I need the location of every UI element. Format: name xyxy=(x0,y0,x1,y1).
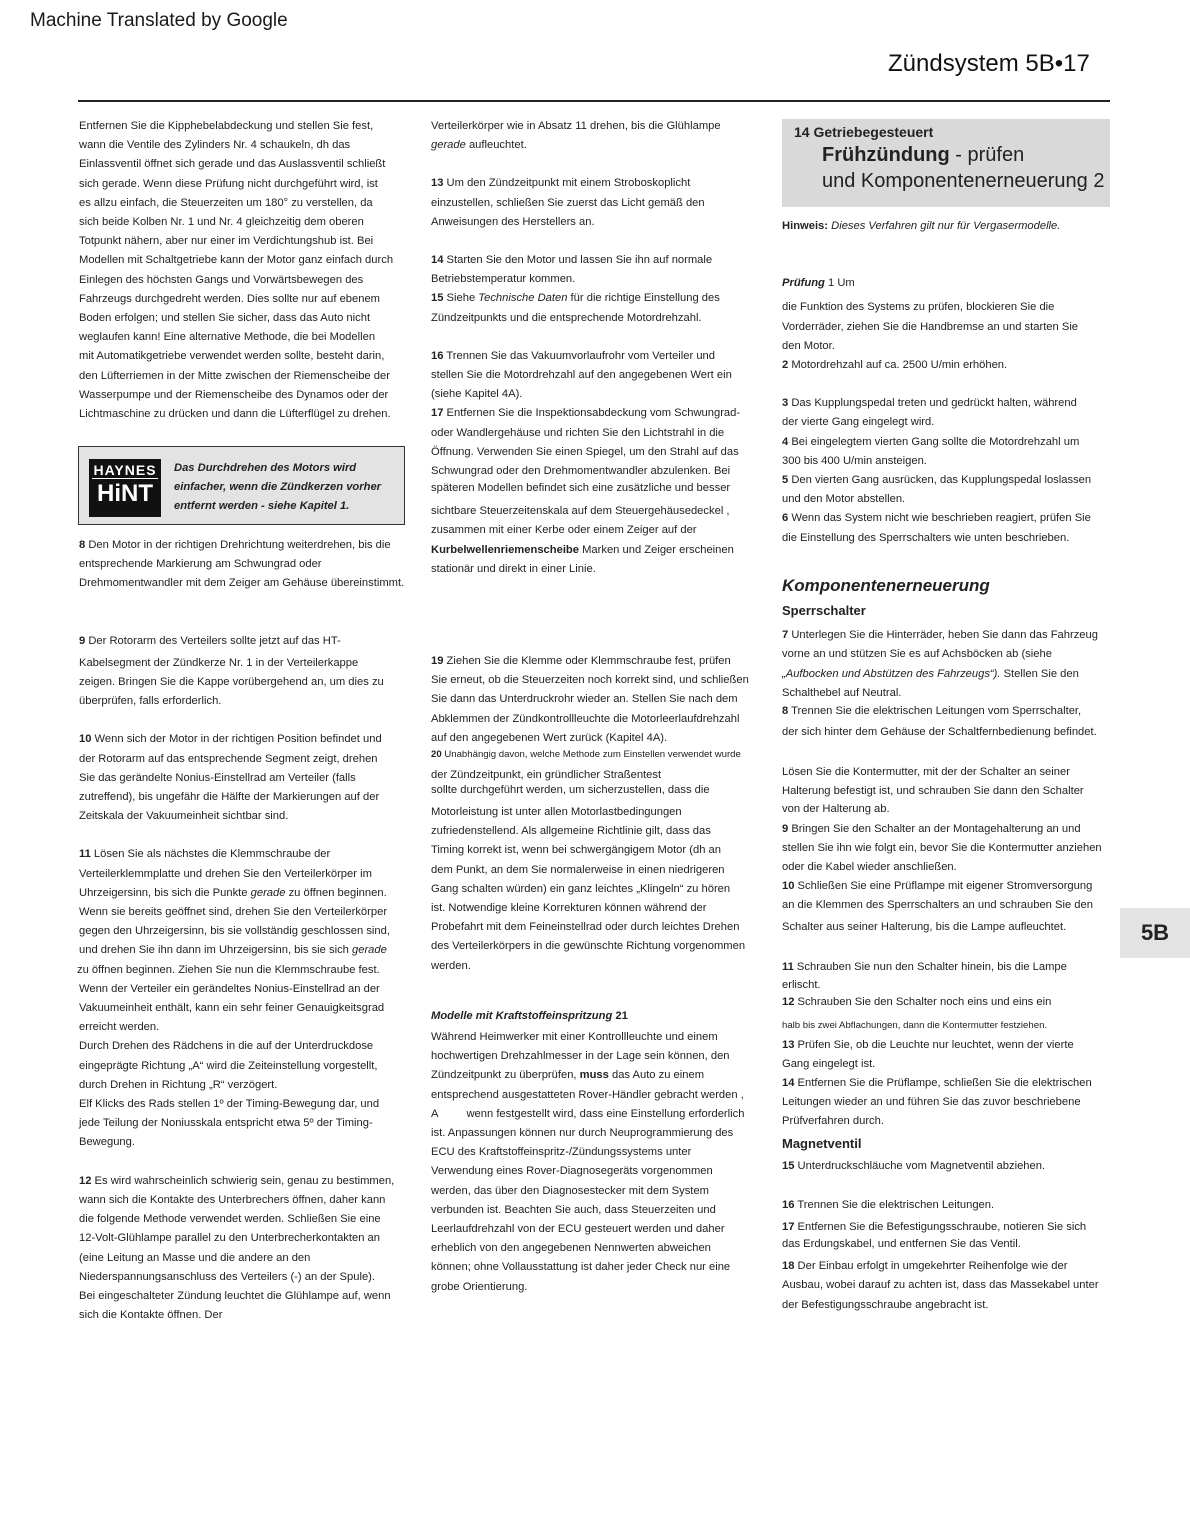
fuel-injection-heading: Modelle mit Kraftstoffeinspritzung xyxy=(431,1009,613,1022)
column-3 xyxy=(782,217,1122,1315)
hint-text: Das Durchdrehen des Motors wird einfacher, wenn die Zündkerzen vorher entfernt werden - siehe Kapitel 1. xyxy=(174,462,382,512)
section-14-title: Frühzündung - prüfen xyxy=(822,144,1025,166)
renewal-step-18: 18 Der Einbau erfolgt in umgekehrter Reihenfolge wie der Ausbau, wobei darauf zu achten ist, dass das Massekabel unter der Befestigungsschraube angebracht ist. xyxy=(782,1260,1099,1311)
step-17: 17 Entfernen Sie die Inspektionsabdeckung vom Schwungrad- oder Wandlergehäuse und richten Sie den Lichtstrahl in die Öffnung. Verwenden Sie einen Spiegel, um den Strahl auf das Schwungrad oder den Drehmomentwandler abzulenken. Bei späteren Modellen befindet sich eine zusätzliche und besser sichtbare Steuerzeitenskala auf dem Steuergehäusedeckel , zusammen mit einer Kerbe oder einem Zeiger auf der Kurbelwellenriemenscheibe Marken und Zeiger erscheinen stationär und direkt in einer Linie. xyxy=(431,407,741,575)
renewal-step-8: 8 Trennen Sie die elektrischen Leitungen vom Sperrschalter, der sich hinter dem Gehäuse der Schaltfernbedienung befindet. xyxy=(782,705,1097,739)
step-11: 11 Lösen Sie als nächstes die Klemmschraube der Verteilerklemmplatte und drehen Sie den Verteilerkörper im Uhrzeigersinn, bis sich die Punkte gerade zu öffnen beginnen. Wenn sie bereits geöffnet sind, drehen Sie den Verteilerkörper gegen den Uhrzeigersinn, bis sie vollständig geschlossen sind, und drehen Sie ihn dann im Uhrzeigersinn, bis sie sich gerade zu öffnen beginnen. Ziehen Sie nun die Klemmschraube fest. Wenn der Verteiler ein gerändeltes Nonius-Einstellrad an der Vakuumeinheit enthält, kann ein sehr feiner Genauigkeitsgrad erreicht werden. Durch Drehen des Rädchens in die auf der Unterdruckdose eingeprägte Richtung „A“ wird die Zeiteinstellung vorgestellt, durch Drehen in Richtung „R“ verzögert. Elf Klicks des Rads stellen 1º der Timing-Bewegung dar, und jede Teilung der Noniusskala entspricht etwa 5º der Timing- Bewegung. xyxy=(77,848,390,1149)
solenoid-valve-heading: Magnetventil xyxy=(782,1135,862,1151)
step-10: 10 Wenn sich der Motor in der richtigen Position befindet und der Rotorarm auf das entsprechende Segment zeigt, drehen Sie das gerändelte Nonius-Einstellrad am Verteiler (falls zutreffend), bis ungefähr die Hälfte der Markierungen auf der Zeitskala der Vakuumeinheit sichtbar sind. xyxy=(79,733,382,823)
note: Hinweis: Dieses Verfahren gilt nur für Vergasermodelle. xyxy=(782,220,1061,232)
column-1 xyxy=(79,117,424,424)
renewal-step-7: 7 Unterlegen Sie die Hinterräder, heben Sie dann das Fahrzeug vorne an und stützen Sie es auf Achsböcken ab (siehe „Aufbocken und Abstützen des Fahrzeugs“). Stellen Sie den Schalthebel auf Neutral. xyxy=(782,629,1098,699)
step-12: 12 Es wird wahrscheinlich schwierig sein, genau zu bestimmen, wann sich die Kontakte des Unterbrechers öffnen, daher kann die folgende Methode verwendet werden. Schließen Sie eine 12-Volt-Glühlampe parallel zu den Unterbrecherkontakten an (eine Leitung an Masse und die andere an den Niederspannungsanschluss des Verteilers (-) an der Spule). Bei eingeschalteter Zündung leuchtet die Glühlampe auf, wenn sich die Kontakte öffnen. Der xyxy=(79,1174,395,1322)
component-renewal-heading: Komponentenerneuerung xyxy=(782,575,990,595)
renewal-step-15: 15 Unterdruckschläuche vom Magnetventil abziehen. xyxy=(782,1159,1046,1172)
machine-translation-watermark: Machine Translated by Google xyxy=(30,10,288,31)
renewal-step-14: 14 Entfernen Sie die Prüflampe, schließen Sie die elektrischen Leitungen wieder an und führen Sie das zuvor beschriebene Prüfverfahren durch. xyxy=(782,1076,1092,1128)
section-14-heading-box xyxy=(782,119,1110,207)
header-rule xyxy=(78,100,1110,102)
section-14-title-2: und Komponentenerneuerung 2 xyxy=(822,170,1105,192)
step-16: 16 Trennen Sie das Vakuumvorlaufrohr vom Verteiler und stellen Sie die Motordrehzahl auf den angegebenen Wert ein (siehe Kapitel 4A). xyxy=(431,349,732,401)
section-14-label: 14 Getriebegesteuert xyxy=(794,124,934,140)
column-1-lower xyxy=(79,536,424,1325)
step-19: 19 Ziehen Sie die Klemme oder Klemmschraube fest, prüfen Sie erneut, ob die Steuerzeiten noch korrekt sind, und schließen Sie dann das Unterdruckrohr wieder an. Stellen Sie nach dem Abklemmen der Zündkontrollleuchte die Motorleerlaufdrehzahl auf den angegebenen Wert zurück (Kapitel 4A). xyxy=(431,655,749,744)
step-15: 15 Siehe Technische Daten für die richtige Einstellung des Zündzeitpunkts und die entsprechende Motordrehzahl. xyxy=(431,292,720,324)
step-20: 20 Unabhängig davon, welche Methode zum Einstellen verwendet wurde der Zündzeitpunkt, ein gründlicher Straßentest sollte durchgeführt werden, um sicherzustellen, dass die Motorleistung ist unter allen Motorlastbedingungen zufriedenstellend. Als allgemeine Richtlinie gilt, dass das Timing korrekt ist, wenn bei schwergängigem Motor (dh an dem Punkt, an dem Sie normalerweise in einen niedrigeren Gang schalten würden) ein ganz leichtes „Klingeln“ zu hören ist. Notwendige kleine Korrekturen können während der Probefahrt mit dem Feineinstellrad oder durch leichtes Drehen des Verteilerkörpers in die gewünschte Richtung vorgenommen werden. xyxy=(431,749,746,972)
check-step-1: Prüfung 1 Um die Funktion des Systems zu prüfen, blockieren Sie die Vorderräder, ziehen Sie die Handbremse an und starten Sie den Motor. xyxy=(782,277,1079,352)
renewal-step-17: 17 Entfernen Sie die Befestigungsschraube, notieren Sie sich das Erdungskabel, und entfernen Sie das Ventil. xyxy=(782,1221,1087,1251)
step-13: 13 Um den Zündzeitpunkt mit einem Stroboskoplicht einzustellen, schließen Sie zuerst das Licht gemäß den Anweisungen des Herstellers an. xyxy=(431,177,705,228)
check-step-5: 5 Den vierten Gang ausrücken, das Kupplungspedal loslassen und den Motor abstellen. xyxy=(782,474,1092,506)
haynes-hint-logo: HAYNES HiNT xyxy=(89,459,161,517)
renewal-step-13: 13 Prüfen Sie, ob die Leuchte nur leuchtet, wenn der vierte Gang eingelegt ist. xyxy=(782,1038,1074,1070)
fuel-injection-section: Modelle mit Kraftstoffeinspritzung 21 Während Heimwerker mit einer Kontrollleuchte und einem hochwertigen Drehzahlmesser in der Lage sein können, den Zündzeitpunkt zu überprüfen, muss das Auto zu einem entsprechend ausgestatteten Rover-Händler gebracht werden , A wenn festgestellt wird, dass eine Einstellung erforderlich ist. Anpassungen können nur durch Neuprogrammierung des ECU des Kraftstoffeinspritz-/Zündungssystems unter Verwendung eines Rover-Diagnosegeräts vorgenommen werden, das über den Diagnosestecker mit dem System verbunden ist. Beachten Sie auch, dass Steuerzeiten und Leerlaufdrehzahl von der ECU gesteuert werden und daher erheblich von den angegebenen Nennwerten abweichen können; ohne Vollausstattung ist daher jeder Check nur eine grobe Orientierung. xyxy=(431,1009,745,1293)
renewal-step-10: 10 Schließen Sie eine Prüflampe mit eigener Stromversorgung an die Klemmen des Sperrschalters an und schrauben Sie den Schalter aus seiner Halterung, bis die Lampe aufleuchtet. xyxy=(782,880,1093,933)
renewal-step-11: 11 Schrauben Sie nun den Schalter hinein, bis die Lampe erlischt. xyxy=(782,960,1067,992)
renewal-step-12: 12 Schrauben Sie den Schalter noch eins und eins ein halb bis zwei Abflachungen, dann die Kontermutter festziehen. xyxy=(782,996,1052,1032)
renewal-step-9: 9 Bringen Sie den Schalter an der Montagehalterung an und stellen Sie ihn wie folgt ein, bevor Sie die Kontermutter anziehen oder die Kabel wieder anschließen. xyxy=(782,822,1102,874)
loosen-locknut-paragraph: Lösen Sie die Kontermutter, mit der der Schalter an seiner Halterung befestigt ist, und schrauben Sie dann den Schalter von der Halterung ab. xyxy=(782,766,1084,815)
inhibitor-switch-heading: Sperrschalter xyxy=(782,603,866,619)
step-9: 9 Der Rotorarm des Verteilers sollte jetzt auf das HT- Kabelsegment der Zündkerze Nr. 1 in der Verteilerkappe zeigen. Bringen Sie die Kappe vorübergehend an, um dies zu überprüfen, falls erforderlich. xyxy=(79,634,384,708)
column-2-lower xyxy=(431,652,771,1297)
check-step-3: 3 Das Kupplungspedal treten und gedrückt halten, während der vierte Gang eingelegt wird. xyxy=(782,397,1077,429)
renewal-step-16: 16 Trennen Sie die elektrischen Leitungen. xyxy=(782,1198,995,1211)
check-step-4: 4 Bei eingelegtem vierten Gang sollte die Motordrehzahl um 300 bis 400 U/min ansteigen. xyxy=(782,435,1080,467)
step-12-continued: Verteilerkörper wie in Absatz 11 drehen, bis die Glühlampe gerade aufleuchtet. xyxy=(431,120,721,152)
column-2 xyxy=(431,117,771,579)
check-step-6: 6 Wenn das System nicht wie beschrieben reagiert, prüfen Sie die Einstellung des Sperrschalters wie unten beschrieben. xyxy=(782,512,1091,544)
page-title: Zündsystem 5B•17 xyxy=(888,50,1090,77)
step-14: 14 Starten Sie den Motor und lassen Sie ihn auf normale Betriebstemperatur kommen. xyxy=(431,254,713,286)
check-step-2: 2 Motordrehzahl auf ca. 2500 U/min erhöhen. xyxy=(782,359,1008,372)
intro-paragraph: Entfernen Sie die Kipphebelabdeckung und stellen Sie fest, wann die Ventile des Zylinders Nr. 4 schaukeln, dh das Einlassventil öffnet sich gerade und das Auslassventil schließt sich gerade. Wenn diese Prüfung nicht durchgeführt wird, ist es allzu einfach, die Steuerzeiten um 180° zu verstellen, da sich beide Kolben Nr. 1 und Nr. 4 gleichzeitig dem oberen Totpunkt nähern, aber nur einer im Verdichtungshub ist. Bei Modellen mit Schaltgetriebe kann der Motor ganz einfach durch Einlegen des höchsten Gangs und Vorwärtsbewegen des Fahrzeugs durchgedreht werden. Dies sollte nur auf ebenem Boden erfolgen; und stellen Sie sicher, dass das Auto nicht weglaufen kann! Eine alternative Methode, die bei Modellen mit Automatikgetriebe verwendet werden sollte, besteht darin, den Lüfterriemen in der Mitte zwischen der Riemenscheibe der Wasserpumpe und der Riemenscheibe des Dynamos oder der Lichtmaschine zu drücken und dann die Lüfterflügel zu drehen. xyxy=(79,120,394,421)
haynes-hint-box xyxy=(78,446,405,525)
chapter-tab: 5B xyxy=(1120,908,1190,958)
step-8: 8 Den Motor in der richtigen Drehrichtung weiterdrehen, bis die entsprechende Markierung am Schwungrad oder Drehmomentwandler mit dem Zeiger am Gehäuse übereinstimmt. xyxy=(79,539,405,590)
